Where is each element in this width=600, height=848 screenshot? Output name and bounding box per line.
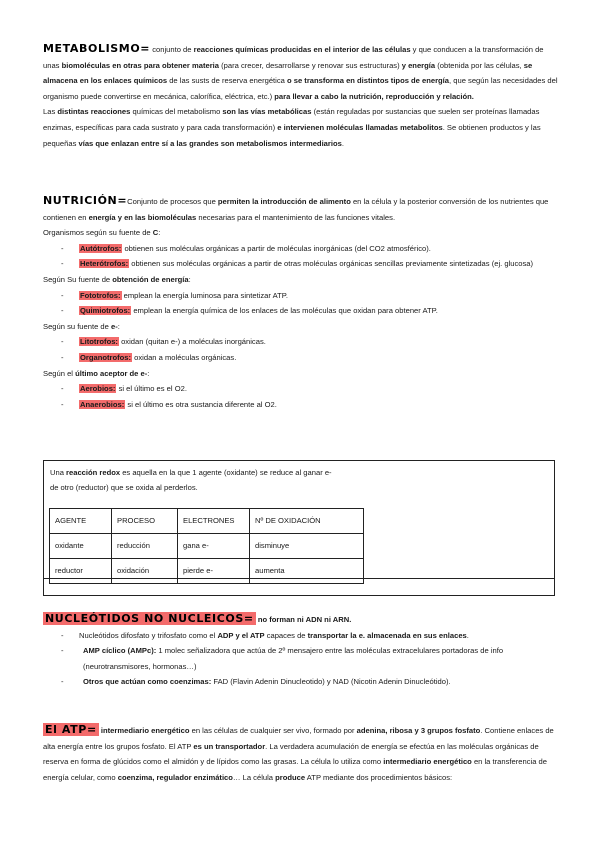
table-header-row xyxy=(50,509,364,534)
organotrofos-term: Organotrofos: xyxy=(80,352,132,362)
table-cell: reductor xyxy=(50,559,112,584)
atp-title: El ATP= xyxy=(45,723,97,736)
nutricion-paragraph xyxy=(43,193,558,225)
redox-table xyxy=(49,508,364,584)
table-row xyxy=(50,534,364,559)
table-header-cell: Nº DE OXIDACIÓN xyxy=(250,509,364,534)
metabolismo-section xyxy=(43,41,558,151)
nucleotidos-section xyxy=(43,611,558,690)
electron-source-heading: Según su fuente de e-: xyxy=(43,321,120,331)
list-item-coenzimas: - Otros que actúan como coenzimas: FAD (Flavin Adenin Dinucleotido) y NAD (Nicotin Adenin Dinucleótido). xyxy=(61,677,451,687)
atp-section xyxy=(43,722,558,785)
box-divider xyxy=(43,578,555,579)
heterotrofos-term: Heterótrofos: xyxy=(80,259,129,269)
list-item-autotrofos: - Autótrofos: obtienen sus moléculas orgánicas a partir de moléculas inorgánicas (del CO2 atmosférico). xyxy=(61,243,431,253)
table-cell: oxidante xyxy=(50,534,112,559)
nutricion-definition: Conjunto de procesos que permiten la introducción de alimento en la célula y la posterior conversión de los nutrientes que contienen en energía y en las biomoléculas necesarias para el mantenimiento de las funciones vitales. xyxy=(43,197,549,222)
list-item-adp-atp: - Nucleótidos difosfato y trifosfato como el ADP y el ATP capaces de transportar la e. almacenada en sus enlaces. xyxy=(61,630,469,640)
litotrofos-term: Litotrofos: xyxy=(80,337,118,347)
energy-source-heading: Según Su fuente de obtención de energía: xyxy=(43,274,191,284)
table-cell: gana e- xyxy=(178,534,250,559)
list-item-fototrofos: - Fototrofos: emplean la energía luminosa para sintetizar ATP. xyxy=(61,290,288,300)
atp-paragraph xyxy=(43,722,558,785)
table-cell: disminuye xyxy=(250,534,364,559)
anaerobios-term: Anaerobios: xyxy=(80,399,125,409)
fototrofos-term: Fototrofos: xyxy=(80,290,121,300)
nutricion-section xyxy=(43,193,558,412)
metabolismo-title: METABOLISMO= xyxy=(43,42,151,55)
nucleotidos-heading: NUCLEÓTIDOS NO NUCLEICOS= no forman ni ADN ni ARN. xyxy=(45,612,352,625)
list-item-quimiotrofos: - Quimiotrofos: emplean la energía química de los enlaces de las moléculas que oxidan para obtener ATP. xyxy=(61,306,438,316)
table-row xyxy=(50,559,364,584)
metabolismo-definition: conjunto de reacciones químicas producidas en el interior de las células y que conducen a la transformación de unas biomoléculas en otras para obtener materia (para crecer, desarrollarse y renovar sus estructuras) y energía (obtenida por las células, se almacena en los enlaces químicos de las susts de reserva energética o se transforma en distintos tipos de energía, que según las necesidades del organismo puede convertirse en mecánica, calorífica, eléctrica, etc.) para llevar a cabo la nutrición, reproducción y relación. xyxy=(43,45,558,101)
table-header-cell: PROCESO xyxy=(112,509,178,534)
nutricion-title: NUTRICIÓN= xyxy=(43,194,128,207)
table-cell: aumenta xyxy=(250,559,364,584)
table-header-cell: ELECTRONES xyxy=(178,509,250,534)
autotrofos-term: Autótrofos: xyxy=(80,243,122,253)
atp-definition: intermediario energético en las células de cualquier ser vivo, formado por adenina, ribosa y 3 grupos fosfato. Contiene enlaces de alta energía entre los grupos fosfato. El ATP es un transportador. La verdadera acumulación de energía se efectúa en las moléculas orgánicas de reserva en forma de glúcidos como el almidón y de lípidos como las grasas. La célula lo utiliza como intermediario energético en la transferencia de energía celular, como coenzima, regulador enzimático… La célula produce ATP mediante dos procedimientos básicos: xyxy=(43,726,554,782)
table-cell: oxidación xyxy=(112,559,178,584)
list-item-litotrofos: - Litotrofos: oxidan (quitan e-) a moléculas inorgánicas. xyxy=(61,337,266,347)
table-cell: pierde e- xyxy=(178,559,250,584)
list-item-heterotrofos: - Heterótrofos: obtienen sus moléculas orgánicas a partir de otras moléculas orgánicas sencillas previamente sintetizadas (ej. glucosa) xyxy=(61,259,534,269)
quimiotrofos-term: Quimiotrofos: xyxy=(80,306,131,316)
vias-metabolicas-paragraph: Las distintas reacciones químicas del metabolismo son las vías metabólicas (están reguladas por sustancias que suelen ser proteínas llamadas enzimas, específicas para cada sustrato y para cada transformación) e intervienen moléculas llamadas metabolitos. Se obtienen productos y las pequeñas vías que enlazan entre sí a las grandes son metabolismos intermediarios. xyxy=(43,107,541,148)
metabolismo-paragraph xyxy=(43,41,558,104)
acceptor-heading: Según el último aceptor de e-: xyxy=(43,368,150,378)
redox-definition: Una reacción redox es aquella en la que 1 agente (oxidante) se reduce al ganar e- de otro (reductor) que se oxida al perderlos. xyxy=(50,468,332,492)
list-item-anaerobios: - Anaerobios: si el último es otra sustancia diferente al O2. xyxy=(61,399,277,409)
table-cell: reducción xyxy=(112,534,178,559)
carbon-source-heading: Organismos según su fuente de C: xyxy=(43,228,161,238)
list-item-ampc: - AMP cíclico (AMPc): 1 molec señalizadora que actúa de 2º mensajero entre las moléculas extracelulares portadoras de info (neurotransmisores, hormonas…) xyxy=(61,646,504,671)
nucleotidos-title: NUCLEÓTIDOS NO NUCLEICOS= xyxy=(45,612,254,625)
table-header-cell: AGENTE xyxy=(50,509,112,534)
aerobios-term: Aerobios: xyxy=(80,384,116,394)
list-item-organotrofos: - Organotrofos: oxidan a moléculas orgánicas. xyxy=(61,352,237,362)
list-item-aerobios: - Aerobios: si el último es el O2. xyxy=(61,384,187,394)
